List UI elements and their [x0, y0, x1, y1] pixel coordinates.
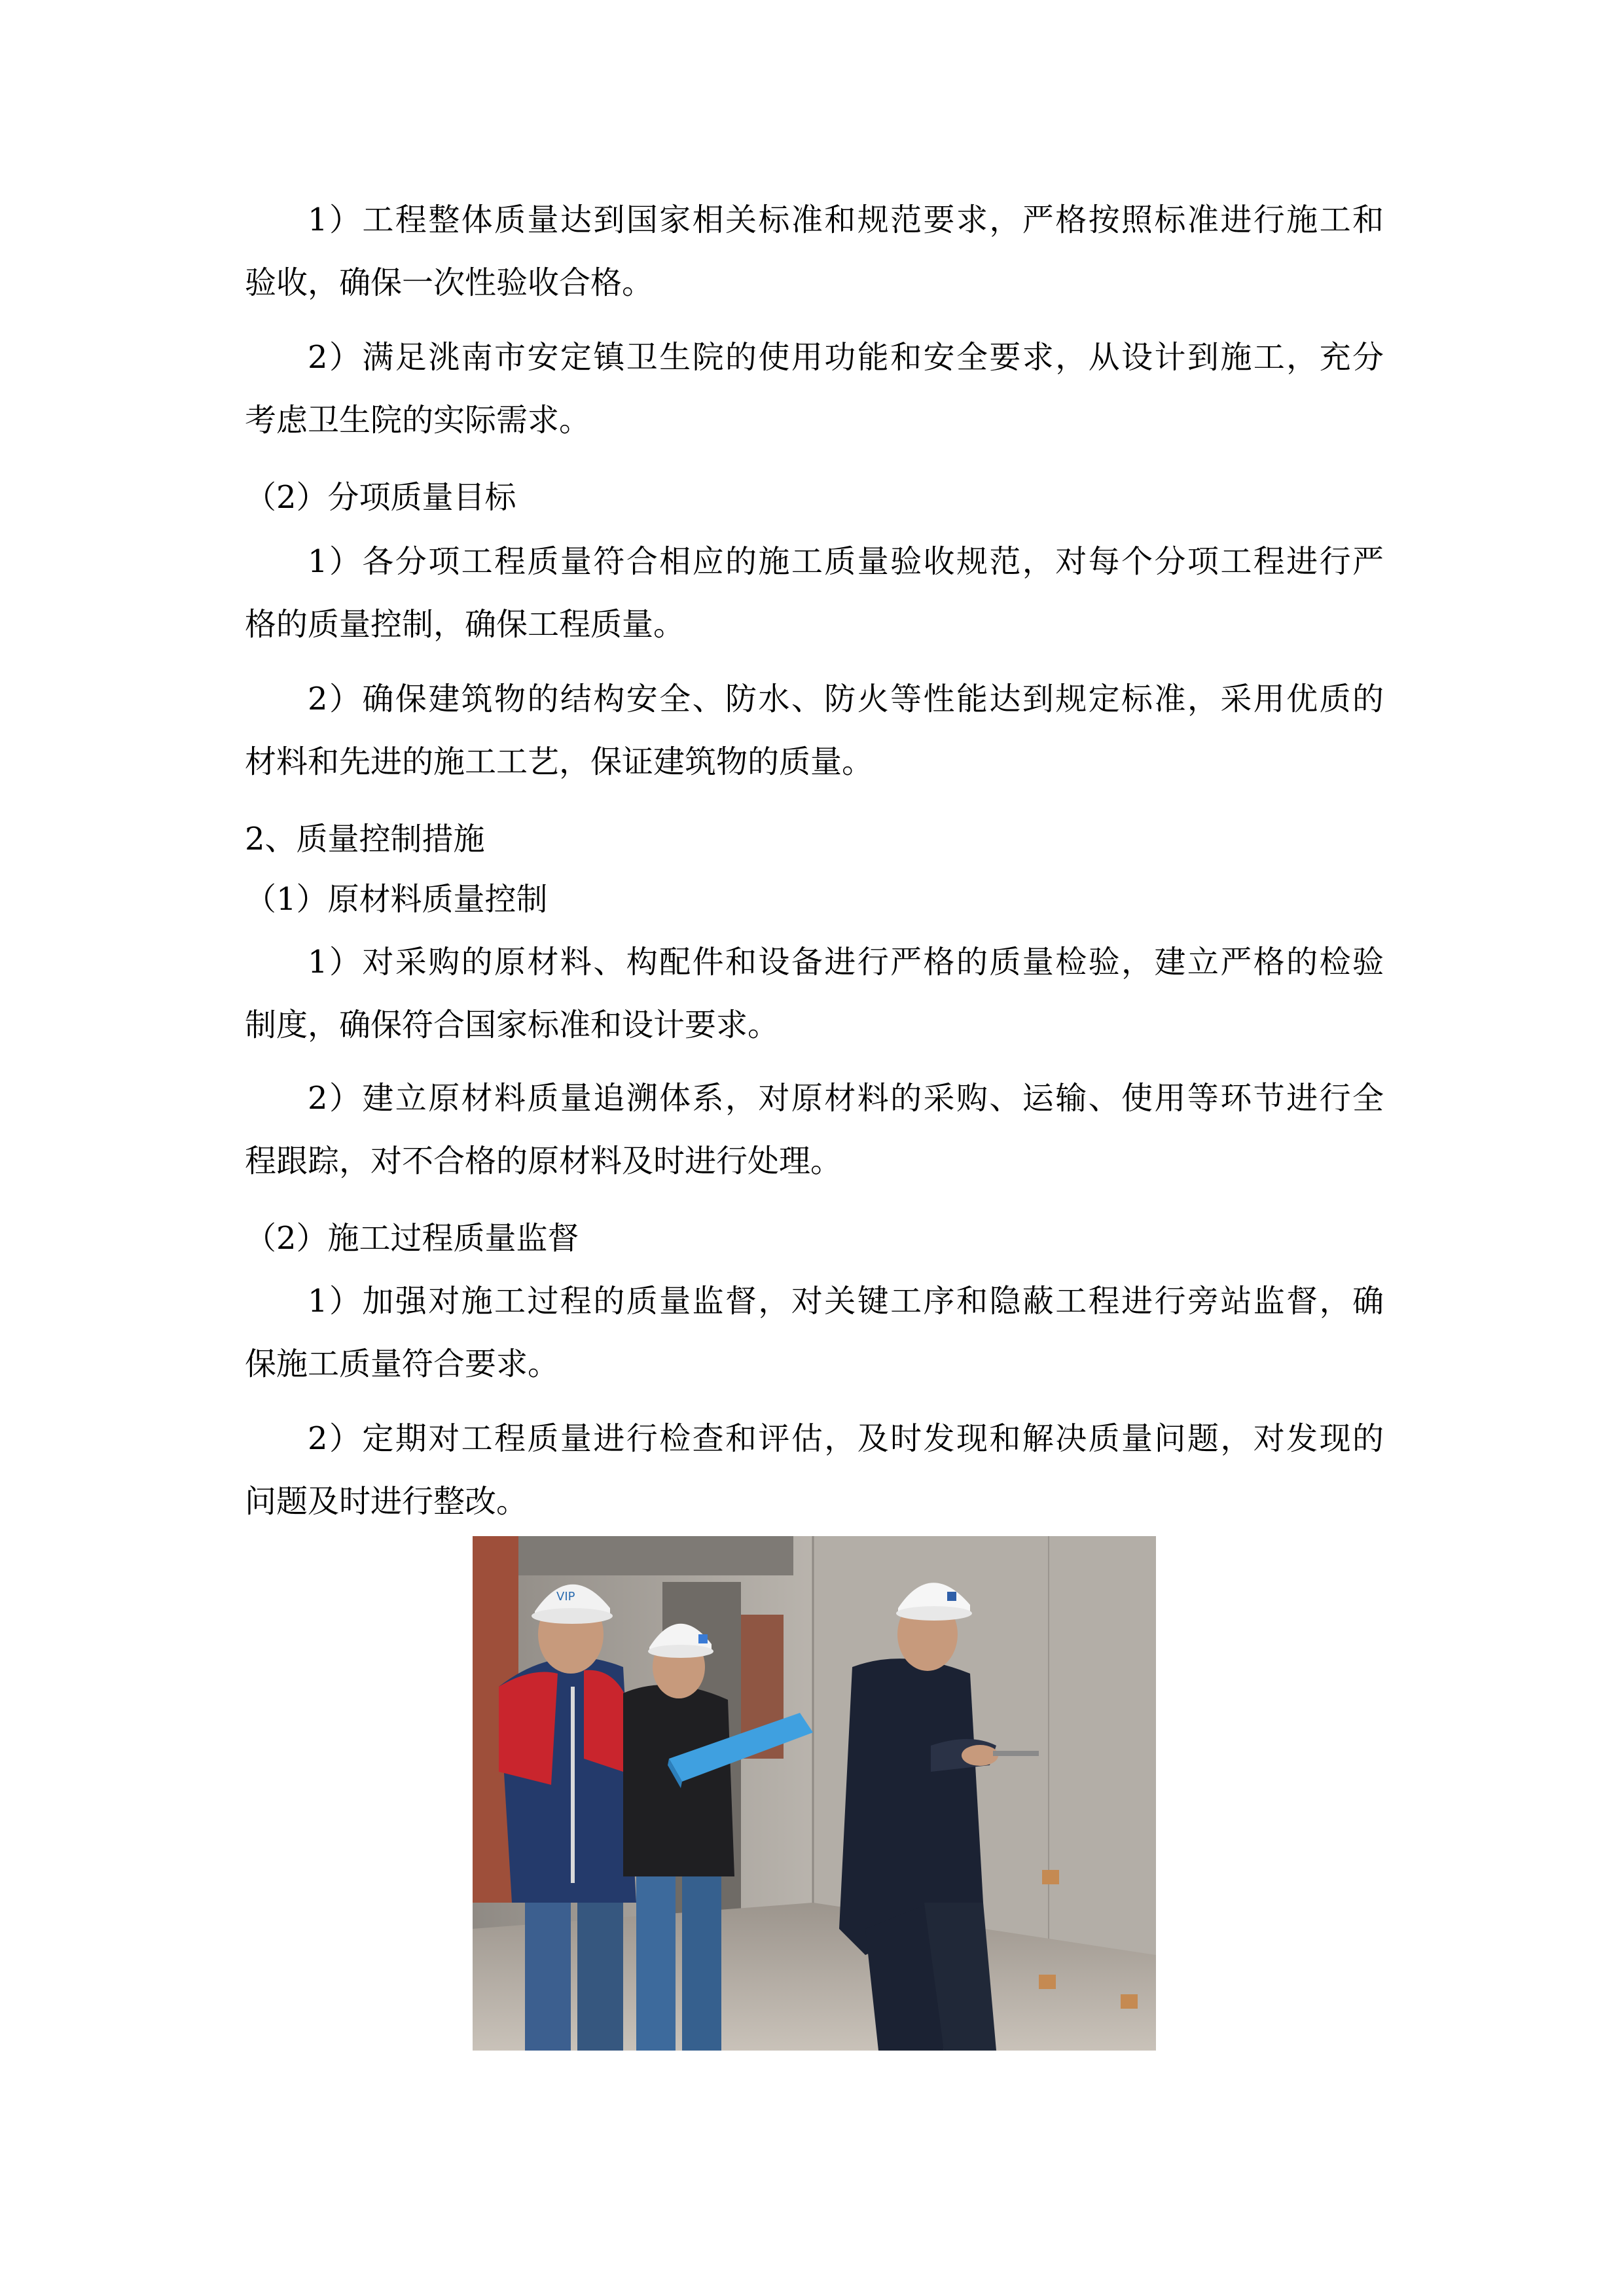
paragraph-line: 验收，确保一次性验收合格。: [245, 264, 654, 301]
sub-heading: （2）施工过程质量监督: [245, 1220, 579, 1257]
paragraph-line: 2）满足洮南市安定镇卫生院的使用功能和安全要求，从设计到施工，充分: [308, 339, 1384, 376]
paragraph-line: 保施工质量符合要求。: [245, 1346, 560, 1382]
paragraph-line: 2）确保建筑物的结构安全、防水、防火等性能达到规定标准，采用优质的: [308, 681, 1384, 717]
paragraph-line: 格的质量控制，确保工程质量。: [245, 606, 685, 643]
site-inspection-photo: [473, 1536, 1156, 2051]
wall-socket: [1121, 1994, 1138, 2009]
section-heading: 2、质量控制措施: [245, 821, 485, 857]
paragraph-line: 程跟踪，对不合格的原材料及时进行处理。: [245, 1143, 842, 1179]
paragraph-line: 1）加强对施工过程的质量监督，对关键工序和隐蔽工程进行旁站监督，确: [308, 1283, 1384, 1319]
sub-heading: （1）原材料质量控制: [245, 881, 548, 918]
paragraph-line: 1）各分项工程质量符合相应的施工质量验收规范，对每个分项工程进行严: [308, 543, 1384, 580]
wall-socket: [1039, 1975, 1056, 1989]
paragraph-line: 2）定期对工程质量进行检查和评估，及时发现和解决质量问题，对发现的: [308, 1420, 1384, 1457]
paragraph-line: 2）建立原材料质量追溯体系，对原材料的采购、运输、使用等环节进行全: [308, 1080, 1384, 1117]
paragraph-line: 问题及时进行整改。: [245, 1483, 528, 1520]
paragraph-line: 材料和先进的施工工艺，保证建筑物的质量。: [245, 744, 874, 780]
paragraph-line: 制度，确保符合国家标准和设计要求。: [245, 1007, 780, 1043]
helmet-logo: VIP: [556, 1590, 575, 1604]
wall-socket: [1042, 1870, 1059, 1884]
ceiling-beam: [518, 1536, 793, 1575]
sub-heading: （2）分项质量目标: [245, 479, 516, 516]
paragraph-line: 考虑卫生院的实际需求。: [245, 402, 591, 439]
paragraph-line: 1）工程整体质量达到国家相关标准和规范要求，严格按照标准进行施工和: [308, 202, 1384, 238]
paragraph-line: 1）对采购的原材料、构配件和设备进行严格的质量检验，建立严格的检验: [308, 944, 1384, 980]
